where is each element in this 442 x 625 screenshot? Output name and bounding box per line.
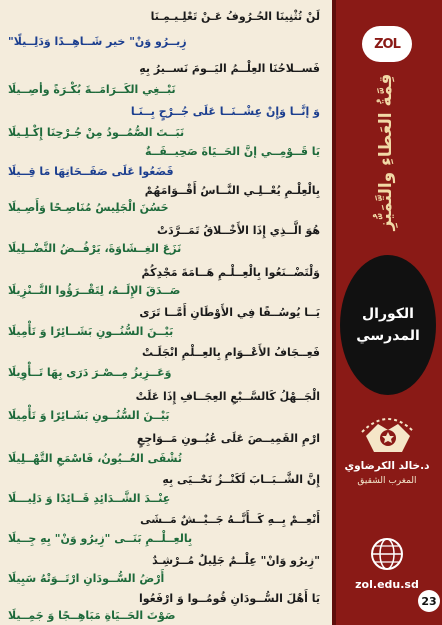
- poem-line: وَلْتَضْــنَعُوا بِالْعِــلْـمِ هَــامَةَ مَجْدِكُمْ: [141, 266, 320, 279]
- poem-line: زِيــرُو وَنْ" خير شَــاهِــدًا وَدَلِــيلًا": [8, 35, 187, 48]
- magazine-title-text: قِمَّةُ العَطاءِ والتَّمَيُّزِ: [376, 73, 396, 231]
- poem-line: صَــدَقَ الإِلَــهُ، لِتَقْــرَؤُوا التَّــنْزِيلَا: [8, 284, 181, 297]
- poem-line: بِالْعِلْـمِ يُعْــلِـي النَّــاسُ أَقْــوَامَهُمْ: [144, 184, 320, 197]
- poem-line: فَعِــجَافُ الأَعْــوَامِ بِالعِــلْمِ انْجَلَـتْ: [142, 346, 320, 359]
- poem-line: فَســلاحُنَا العِلْــمُ اليَــومَ نَســيرُ بِهِ: [139, 62, 320, 75]
- poem-title-line1: الكورال: [362, 306, 414, 322]
- website-url: zol.edu.sd: [355, 578, 419, 591]
- poem-line: أَرْضُ السُّــودَانِ ارْتَــوَتْهُ سَبِيلَا: [8, 572, 165, 585]
- author-name: د.خالد الكرضاوي: [344, 460, 430, 472]
- poem-line: أَنْعِــمْ بِــهِ كَــأَنَّــهُ جَــيْــشٌ مَــشَى: [140, 513, 320, 526]
- poem-line: نَبْــغِي الكَــرَامَــةَ بُكْـرَةً وأصِــيلَا: [8, 83, 176, 96]
- poem-line: نَبَــتَ الصُّمُــودُ مِنْ جُـرْحِنَا إِكْـلِـيلَا: [8, 126, 185, 139]
- poem-line: بَيْــنَ السُّنُــونِ بَشَــائِرًا وَ تَأْمِيلَا: [8, 325, 174, 338]
- poem-line: يَــا يُوسُــفًا فِي الأَوْطَانِ أَمَّــا تَرَى: [139, 306, 320, 319]
- poem-line: نَزَعَ الغِــشَاوَةَ، يَرْفُــضُ التَّضْــلِيلَا: [8, 242, 182, 255]
- poem-line: فَضَعُوا عَلَى صَفَــحَاتِهَا مَا قِــيلَا: [8, 165, 174, 178]
- poem-line: حَسُنَ الْجَلِيسُ مُنَاصِـحًا وَأَصِـيلَا: [8, 201, 169, 214]
- poem-title-line2: المدرسي: [356, 328, 420, 344]
- globe-icon-graphic: [368, 535, 406, 573]
- poem-line: وَعَــزِيزُ مِــصْـرَ دَرَى بِهَا تَــأْوِيلَا: [8, 366, 172, 379]
- sidebar-panel: [332, 0, 442, 625]
- poem-line: لَنْ تُثْنِينَا الحُـرُوفُ عَـنْ تَعْلِـيـمِـنَا: [150, 10, 320, 23]
- poem-line: الْجَــهْلُ كَالسَّــبْعِ العِجَــافِ إِذَا عَلَتْ: [135, 390, 320, 403]
- poem-line: يَا قَــوْمِــي إنَّ الحَــيَاةَ صَحِيــفَــةٌ: [145, 145, 320, 158]
- page-number: 23: [418, 590, 440, 612]
- sidebar-edge: [332, 0, 336, 625]
- poem-line: إِنَّ الشَّــبَــابَ لَكَنْــزُ نَحْــيَى بِهِ: [162, 473, 320, 486]
- zol-logo: [362, 26, 412, 62]
- globe-icon: [368, 535, 406, 573]
- poem-line: بِالعِــلْــمِ بَنَــى "زِيرُو وَنْ" بِهِ جِــيلَا: [8, 532, 193, 545]
- author-icon: [356, 402, 420, 460]
- poem-line: هُوَ الَّــذِي إِذَا الأَخْــلاقُ تَمَــرَّدَتْ: [156, 224, 320, 237]
- poem-line: عِنْــدَ الشَّــدَائِدِ قَــائِدًا وَ دَلِيـــلَا: [8, 492, 171, 505]
- poem-line: تُشْفَى العُــيُونُ، فَاسْمَعِ التَّهْــلِيلَا: [8, 452, 182, 465]
- poem-title-badge: [340, 255, 436, 395]
- poem-line: ارْمِ القَمِيــصَ عَلَى عُيُــونِ مَــوَاجِعٍ: [136, 432, 320, 445]
- author-country: المغرب الشقيق: [357, 476, 417, 486]
- poem-line: بَيْــنَ السُّنُــونِ بَشَـائِرًا وَ تَأْمِيلَا: [8, 409, 170, 422]
- poem-line: صَوْتَ الحَــيَاةِ مَبَاهِــجًا وَ جَمِــيلَا: [8, 609, 176, 622]
- magazine-title: [346, 72, 426, 232]
- logo-text: ZOL: [374, 36, 400, 52]
- poem-line: "زِيرُو وَانْ" عِلْــمٌ جَلِيلٌ مُــرْشِـدٌ: [152, 554, 320, 567]
- poem-line: وَ إنَّــا وَإِنْ عِشْــنَــا عَلَى جُــرْحٍ بِــنَـا: [130, 105, 320, 118]
- poem-line: يَا أَهْلَ السُّــودَانِ قُومُــوا وَ ارْفَعُوا: [138, 592, 320, 605]
- author-icon-graphic: [356, 402, 420, 460]
